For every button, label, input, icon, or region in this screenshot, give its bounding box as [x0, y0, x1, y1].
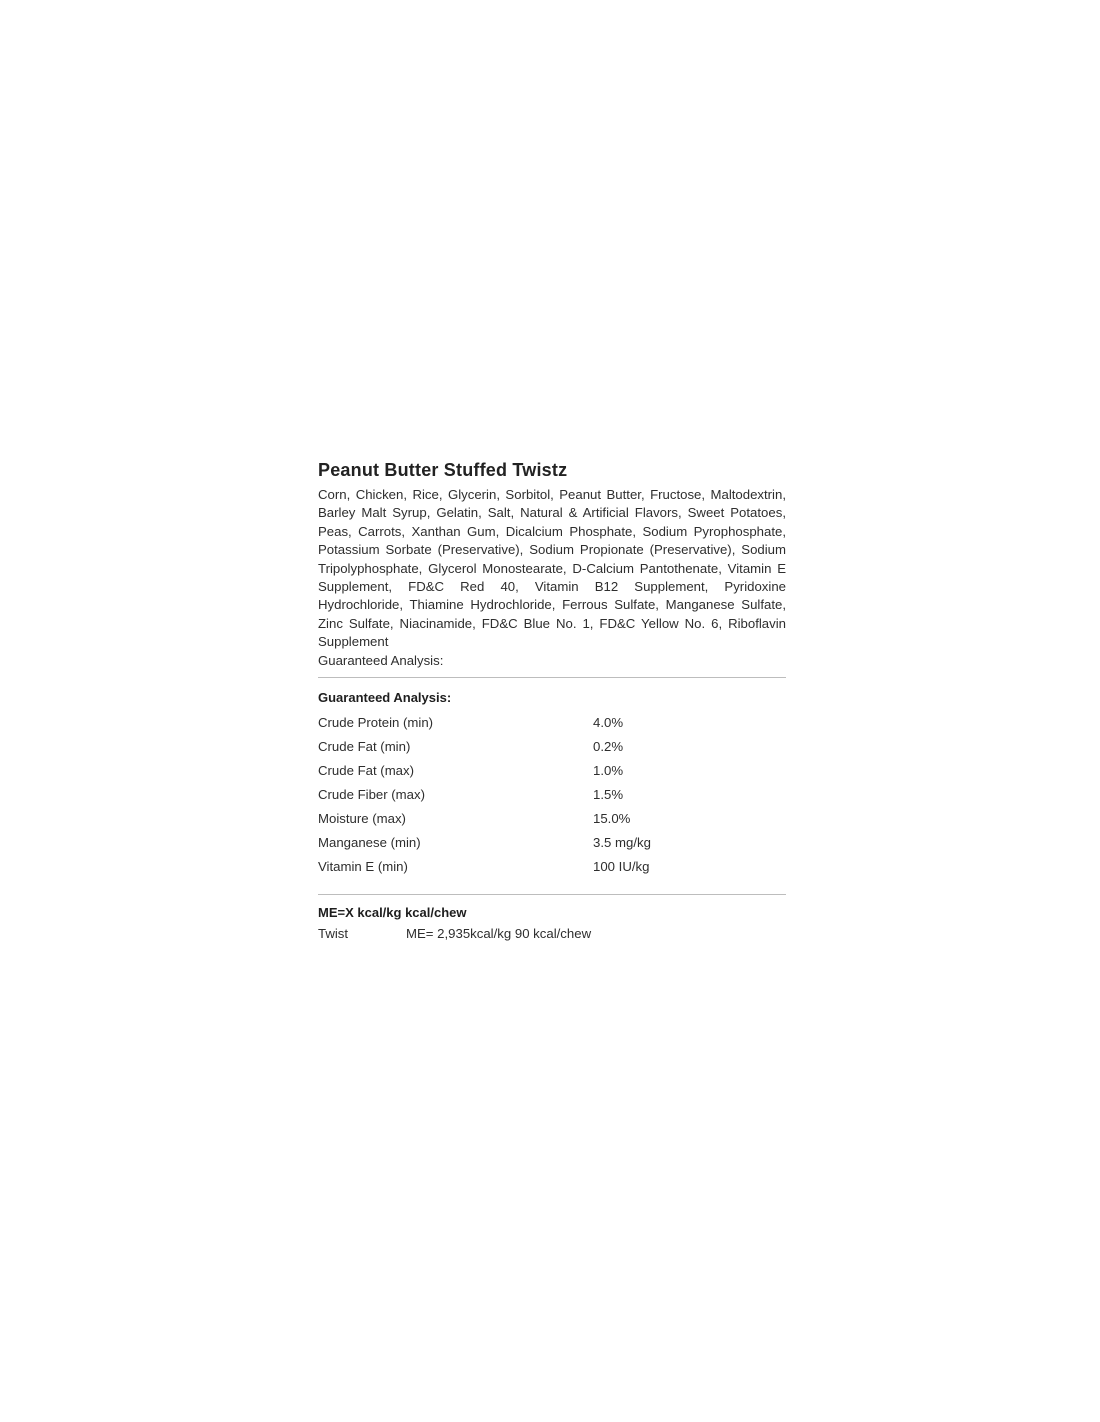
analysis-value: 1.0%: [593, 762, 624, 778]
analysis-label: Crude Protein (min): [318, 714, 434, 730]
table-row: [318, 758, 786, 782]
table-row: [318, 925, 786, 943]
ingredients-list: Corn, Chicken, Rice, Glycerin, Sorbitol, Peanut Butter, Fructose, Maltodextrin, Barley Malt Syrup, Gelatin, Salt, Natural & Artificial Flavors, Sweet Potatoes, Peas, Carrots, Xanthan Gum, Dicalcium Phosphate, Sodium Pyrophosphate, Potassium Sorbate (Preservative), Sodium Propionate (Preservative), Sodium Tripolyphosphate, Glycerol Monostearate, D-Calcium Pantothenate, Vitamin E Supplement, FD&C Red 40, Vitamin B12 Supplement, Pyridoxine Hydrochloride, Thiamine Hydrochloride, Ferrous Sulfate, Manganese Sulfate, Zinc Sulfate, Niacinamide, FD&C Blue No. 1, FD&C Yellow No. 6, Riboflavin Supplement: [318, 487, 786, 650]
table-row: [318, 710, 786, 734]
ingredients-trailing-label: Guaranteed Analysis:: [318, 652, 444, 668]
divider: [318, 894, 786, 895]
table-row: [318, 734, 786, 758]
calorie-content-heading: ME=X kcal/kg kcal/chew: [318, 905, 467, 921]
analysis-label: Vitamin E (min): [318, 858, 408, 874]
analysis-label: Crude Fat (max): [318, 762, 414, 778]
analysis-value: 15.0%: [593, 810, 631, 826]
analysis-value: 0.2%: [593, 738, 624, 754]
table-row: [318, 806, 786, 830]
calorie-value: ME= 2,935kcal/kg 90 kcal/chew: [406, 926, 592, 942]
analysis-value: 3.5 mg/kg: [593, 834, 651, 850]
analysis-label: Crude Fat (min): [318, 738, 411, 754]
analysis-value: 100 IU/kg: [593, 858, 650, 874]
product-title: Peanut Butter Stuffed Twistz: [318, 460, 568, 480]
analysis-label: Moisture (max): [318, 810, 406, 826]
analysis-value: 4.0%: [593, 714, 624, 730]
nutrition-panel: [318, 458, 786, 943]
table-row: [318, 830, 786, 854]
analysis-label: Crude Fiber (max): [318, 786, 425, 802]
guaranteed-analysis-table: [318, 710, 786, 878]
analysis-label: Manganese (min): [318, 834, 421, 850]
analysis-value: 1.5%: [593, 786, 624, 802]
calorie-product-name: Twist: [318, 926, 349, 942]
guaranteed-analysis-heading: Guaranteed Analysis:: [318, 690, 452, 706]
divider: [318, 677, 786, 678]
table-row: [318, 854, 786, 878]
table-row: [318, 782, 786, 806]
